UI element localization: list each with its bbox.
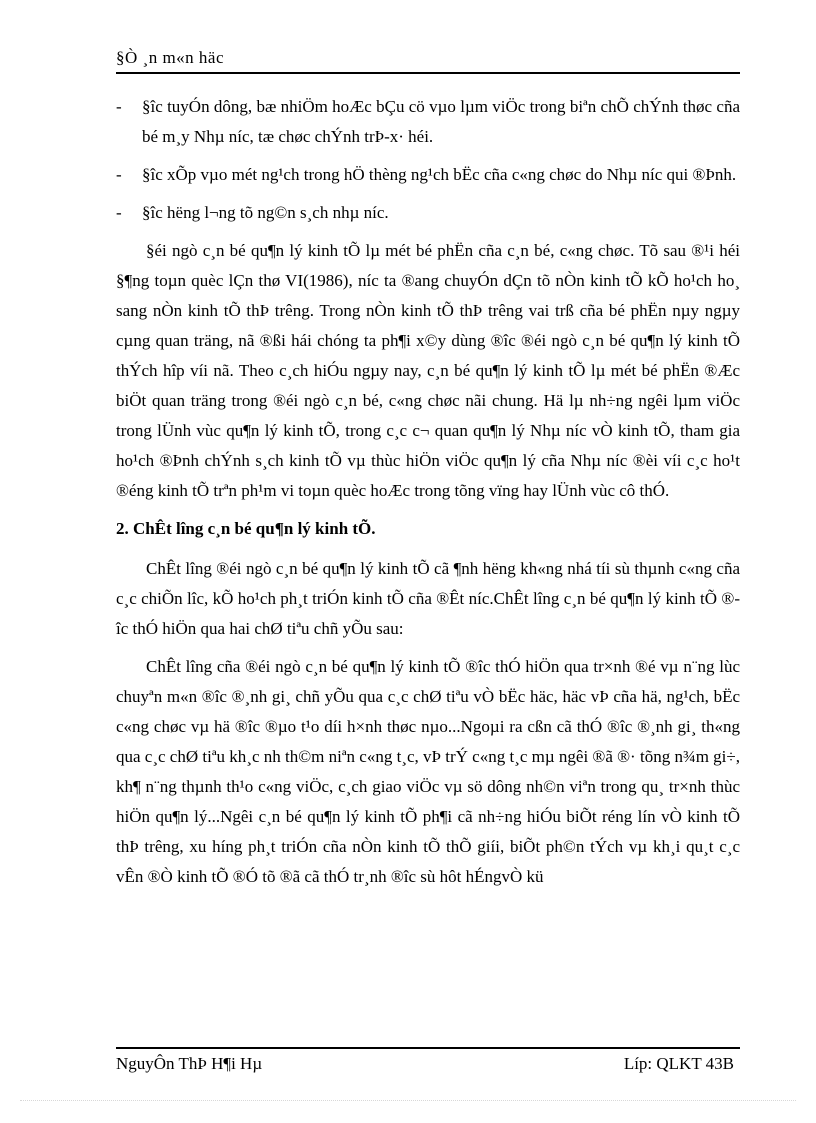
paragraph-quality-detail: ChÊt lîng cña ®éi ngò c¸n bé qu¶n lý kinh tÕ ®îc thÓ hiÖn qua tr×nh ®é vµ n¨ng lùc chuyªn m«n ®îc ®¸nh gi¸ chñ yÕu qua c¸c chØ tiªu vÒ bËc häc, häc vÞ cña hä, ng¹ch, bËc c«ng chøc vµ hä ®îc ®µo t¹o díi h×nh thøc nµo...Ngoµi ra cßn cã thÓ ®îc ®¸nh gi¸ th«ng qua c¸c chØ tiªu kh¸c nh th©m niªn c«ng t¸c, vÞ trÝ c«ng t¸c mµ ngêi ®ã ®· tõng n¾m gi÷, kh¶ n¨ng thµnh th¹o c«ng viÖc, c¸ch giao viÖc vµ sö dông nh©n viªn trong qu¸ tr×nh thùc hiÖn qu¶n lý...Ngêi c¸n bé qu¶n lý kinh tÕ ph¶i cã nh÷ng hiÓu biÕt réng lín vÒ kinh tÕ thÞ trêng, xu híng ph¸t triÓn cña nÒn kinh tÕ thÕ giíi, biÕt ph©n tÝch vµ kh¸i qu¸t c¸c vÊn ®Ò kinh tÕ ®Ó tõ ®ã cã thÓ tr¸nh ®îc sù hôt hÉngvÒ kü: [116, 657, 740, 886]
footer-class-label: Líp: QLKT 43B: [623, 1054, 734, 1073]
bullet-text: §îc hëng l¬ng tõ ng©n s¸ch nhµ níc.: [142, 203, 389, 222]
paragraph-quality-intro: ChÊt lîng ®éi ngò c¸n bé qu¶n lý kinh tÕ cã ¶nh hëng kh«ng nhá tíi sù thµnh c«ng cña c¸c chiÕn lîc, kÕ ho¹ch ph¸t triÓn kinh tÕ cña ®Êt níc.ChÊt lîng c¸n bé qu¶n lý kinh tÕ ®îc thÓ hiÖn qua hai chØ tiªu chñ yÕu sau:: [116, 559, 740, 638]
header-rule: [116, 72, 740, 74]
bullet-dash: -: [116, 203, 122, 222]
bullet-text: §îc tuyÓn dông, bæ nhiÖm hoÆc bÇu cö vµo lµm viÖc trong biªn chÕ chÝnh thøc cña bé m¸y Nhµ níc, tæ chøc chÝnh trÞ-x· héi.: [142, 97, 740, 146]
footer-rule: [116, 1047, 740, 1049]
bullet-text: §îc xÕp vµo mét ng¹ch trong hÖ thèng ng¹ch bËc cña c«ng chøc do Nhµ níc qui ®Þnh.: [142, 165, 737, 184]
page-edge-divider: [20, 1100, 796, 1101]
bullet-dash: -: [116, 97, 122, 116]
page-header-title: §Ò ¸n m«n häc: [116, 48, 225, 67]
footer-author: NguyÔn ThÞ H¶i Hµ: [116, 1054, 263, 1073]
bullet-dash: -: [116, 165, 122, 184]
section-heading: 2. ChÊt lîng c¸n bé qu¶n lý kinh tÕ.: [116, 519, 376, 538]
bullet-item-1: [116, 92, 740, 152]
bullet-item-2: [116, 160, 740, 190]
paragraph-cadre-definition: §éi ngò c¸n bé qu¶n lý kinh tÕ lµ mét bé phËn cña c¸n bé, c«ng chøc. Tõ sau ®¹i héi §¶ng toµn quèc lÇn thø VI(1986), níc ta ®ang chuyÓn dÇn tõ nÒn kinh tÕ kÕ ho¹ch ho¸ sang nÒn kinh tÕ thÞ trêng. Trong nÒn kinh tÕ thÞ trêng vai trß cña bé phËn nµy ngµy cµng quan träng, nã ®ßi hái chóng ta ph¶i x©y dùng ®îc ®éi ngò c¸n bé qu¶n lý kinh tÕ thÝch hîp víi nã. Theo c¸ch hiÓu ngµy nay, c¸n bé qu¶n lý kinh tÕ lµ mét bé phËn ®Æc biÖt quan träng trong ®éi ngò c¸n bé, c«ng chøc nãi chung. Hä lµ nh÷ng ngêi lµm viÖc trong lÜnh vùc qu¶n lý kinh tÕ, trong c¸c c¬ quan qu¶n lý Nhµ níc vÒ kinh tÕ, tham gia ho¹ch ®Þnh chÝnh s¸ch kinh tÕ vµ thùc hiÖn viÖc qu¶n lý cña Nhµ níc ®èi víi c¸c ho¹t ®éng kinh tÕ trªn ph¹m vi toµn quèc hoÆc trong tõng vïng hay lÜnh vùc cô thÓ.: [116, 241, 740, 500]
document-body: [116, 92, 740, 900]
bullet-item-3: [116, 198, 740, 228]
